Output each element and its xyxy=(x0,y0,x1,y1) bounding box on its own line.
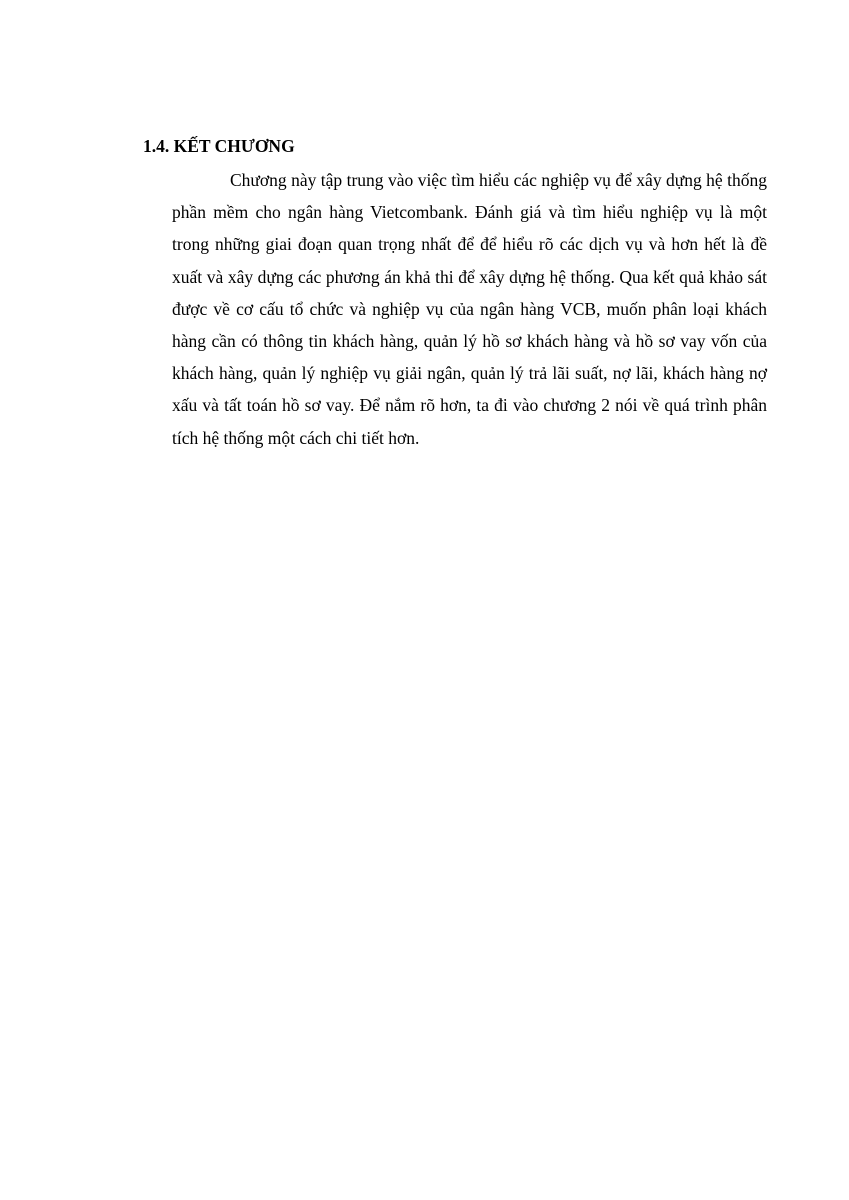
section-heading: 1.4. KẾT CHƯƠNG xyxy=(143,136,295,156)
section-paragraph: Chương này tập trung vào việc tìm hiểu các nghiệp vụ để xây dựng hệ thống phần mềm cho ngân hàng Vietcombank. Đánh giá và tìm hiểu nghiệp vụ là một trong những giai đoạn quan trọng nhất để để hiểu rõ các dịch vụ và hơn hết là đề xuất và xây dựng các phương án khả thi để xây dựng hệ thống. Qua kết quả khảo sát được về cơ cấu tổ chức và nghiệp vụ của ngân hàng VCB, muốn phân loại khách hàng cần có thông tin khách hàng, quản lý hồ sơ khách hàng và hồ sơ vay vốn của khách hàng, quản lý nghiệp vụ giải ngân, quản lý trả lãi suất, nợ lãi, khách hàng nợ xấu và tất toán hồ sơ vay. Để nắm rõ hơn, ta đi vào chương 2 nói về quá trình phân tích hệ thống một cách chi tiết hơn. xyxy=(172,170,767,448)
